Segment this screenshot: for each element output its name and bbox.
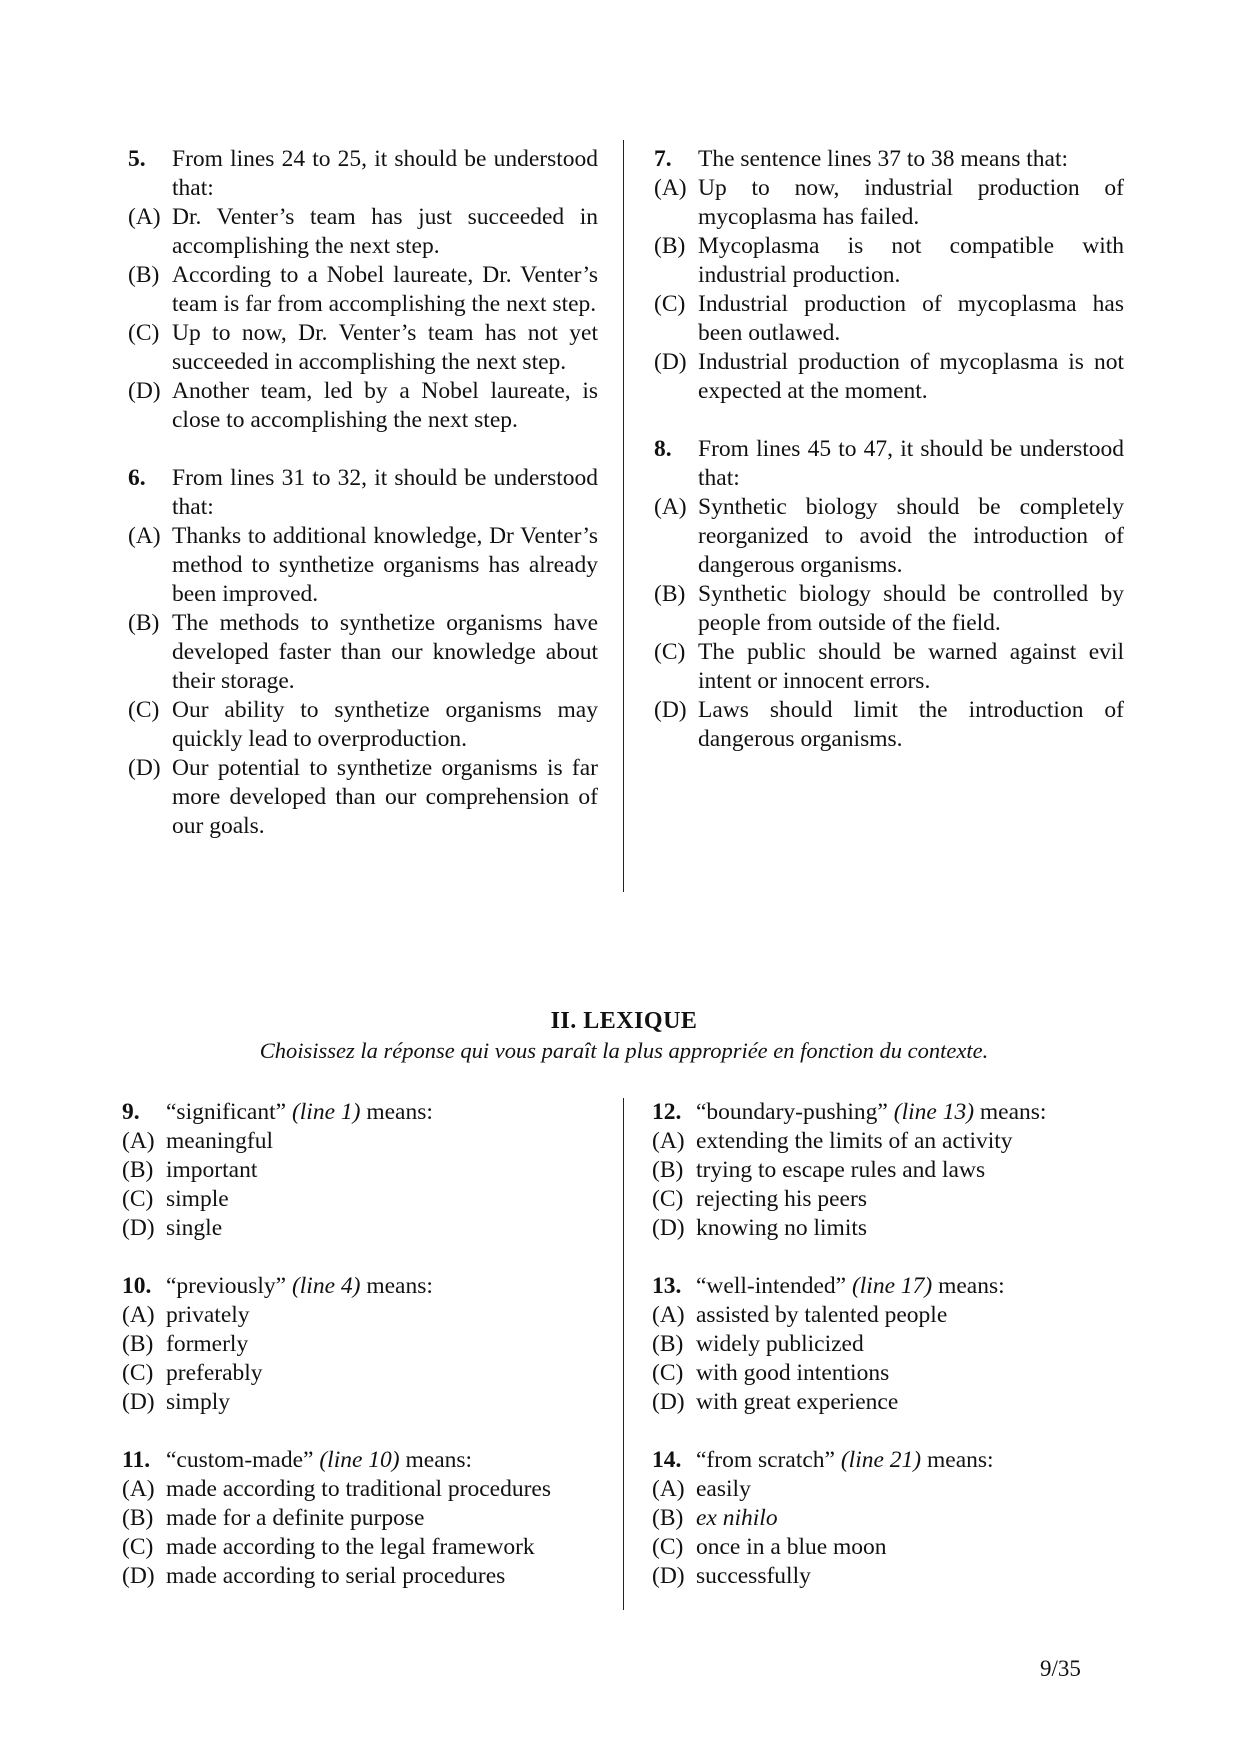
- answer-option[interactable]: [122, 1301, 602, 1330]
- option-text: extending the limits of an activity: [696, 1128, 1013, 1154]
- term: “boundary-pushing”: [696, 1099, 888, 1125]
- question-10: [122, 1272, 602, 1417]
- answer-option[interactable]: [128, 754, 598, 841]
- option-text: Synthetic biology should be completely reorganized to avoid the introduction of dangerous organisms.: [698, 494, 1124, 578]
- answer-option[interactable]: [654, 290, 1124, 348]
- question-stem: From lines 31 to 32, it should be understood that:: [172, 465, 598, 520]
- term: “well-intended”: [696, 1273, 847, 1299]
- question-number: 5.: [128, 146, 146, 172]
- answer-option[interactable]: [654, 493, 1124, 580]
- option-text: The public should be warned against evil intent or innocent errors.: [698, 639, 1124, 694]
- answer-option[interactable]: [654, 696, 1124, 754]
- option-label: (C): [652, 1186, 684, 1212]
- answer-option[interactable]: [128, 522, 598, 609]
- option-label: (A): [652, 1128, 685, 1154]
- answer-option[interactable]: [122, 1359, 602, 1388]
- means-label: means:: [405, 1447, 473, 1473]
- option-label: (C): [654, 291, 686, 317]
- option-label: (A): [652, 1476, 685, 1502]
- option-label: (D): [652, 1389, 685, 1415]
- means-label: means:: [366, 1273, 433, 1299]
- option-text: Another team, led by a Nobel laureate, is close to accomplishing the next step.: [172, 378, 598, 433]
- option-label: (D): [122, 1563, 155, 1589]
- term: “from scratch”: [696, 1447, 835, 1473]
- option-label: (B): [128, 262, 160, 288]
- question-number: 6.: [128, 465, 146, 491]
- answer-option[interactable]: [652, 1185, 1132, 1214]
- option-text: ex nihilo: [696, 1505, 778, 1531]
- option-text: Our potential to synthetize organisms is far more developed than our comprehension of our goals.: [172, 755, 598, 839]
- option-text: According to a Nobel laureate, Dr. Venter’s team is far from accomplishing the next step.: [172, 262, 598, 317]
- option-label: (C): [128, 320, 160, 346]
- option-label: (B): [652, 1331, 684, 1357]
- option-label: (D): [128, 755, 161, 781]
- question-number: 7.: [654, 146, 672, 172]
- question-stem: From lines 24 to 25, it should be understood that:: [172, 146, 598, 201]
- option-label: (D): [122, 1215, 155, 1241]
- option-label: (C): [652, 1360, 684, 1386]
- option-label: (D): [654, 697, 687, 723]
- means-label: means:: [938, 1273, 1005, 1299]
- lexique-left-column: [122, 1098, 602, 1591]
- option-label: (C): [652, 1534, 684, 1560]
- answer-option[interactable]: [652, 1214, 1132, 1243]
- option-label: (B): [654, 581, 686, 607]
- answer-option[interactable]: [122, 1504, 602, 1533]
- answer-option[interactable]: [654, 348, 1124, 406]
- answer-option[interactable]: [652, 1475, 1132, 1504]
- option-label: (C): [122, 1360, 154, 1386]
- option-label: (A): [654, 494, 687, 520]
- option-label: (B): [122, 1331, 154, 1357]
- answer-option[interactable]: [652, 1359, 1132, 1388]
- option-label: (C): [654, 639, 686, 665]
- section-title: II. LEXIQUE: [550, 1008, 698, 1034]
- question-number: 13.: [652, 1273, 682, 1299]
- option-text: Our ability to synthetize organisms may quickly lead to overproduction.: [172, 697, 598, 752]
- question-number: 12.: [652, 1099, 682, 1125]
- option-text: single: [166, 1215, 223, 1241]
- means-label: means:: [366, 1099, 433, 1125]
- option-label: (D): [654, 349, 687, 375]
- answer-option[interactable]: [128, 319, 598, 377]
- question-5: [128, 145, 598, 435]
- option-text: once in a blue moon: [696, 1534, 887, 1560]
- option-label: (B): [652, 1505, 684, 1531]
- page-number: 9/35: [1040, 1656, 1081, 1681]
- answer-option[interactable]: [128, 261, 598, 319]
- option-label: (A): [122, 1302, 155, 1328]
- question-12: [652, 1098, 1132, 1243]
- answer-option[interactable]: [122, 1475, 602, 1504]
- answer-option[interactable]: [128, 609, 598, 696]
- option-label: (C): [122, 1186, 154, 1212]
- option-text: meaningful: [166, 1128, 274, 1154]
- option-text: simple: [166, 1186, 229, 1212]
- question-11: [122, 1446, 602, 1591]
- comprehension-right-column: [654, 145, 1124, 754]
- answer-option[interactable]: [122, 1185, 602, 1214]
- term: “custom-made”: [166, 1447, 314, 1473]
- answer-option[interactable]: [652, 1301, 1132, 1330]
- option-text: privately: [166, 1302, 250, 1328]
- question-number: 9.: [122, 1099, 140, 1125]
- option-label: (B): [128, 610, 160, 636]
- answer-option[interactable]: [128, 377, 598, 435]
- question-7: [654, 145, 1124, 406]
- answer-option[interactable]: [654, 232, 1124, 290]
- option-text: with great experience: [696, 1389, 899, 1415]
- option-text: Thanks to additional knowledge, Dr Venter’s method to synthetize organisms has already been improved.: [172, 523, 598, 607]
- term: “previously”: [166, 1273, 287, 1299]
- means-label: means:: [979, 1099, 1047, 1125]
- option-text: successfully: [696, 1563, 811, 1589]
- option-label: (C): [122, 1534, 154, 1560]
- option-text: preferably: [166, 1360, 263, 1386]
- section-instructions: Choisissez la réponse qui vous paraît la plus appropriée en fonction du contexte.: [259, 1038, 989, 1063]
- option-text: assisted by talented people: [696, 1302, 948, 1328]
- answer-option[interactable]: [128, 203, 598, 261]
- option-label: (B): [654, 233, 686, 259]
- answer-option[interactable]: [654, 580, 1124, 638]
- answer-option[interactable]: [128, 696, 598, 754]
- lexique-right-column: [652, 1098, 1132, 1591]
- answer-option[interactable]: [654, 638, 1124, 696]
- option-label: (D): [122, 1389, 155, 1415]
- comprehension-left-column: [128, 145, 598, 841]
- question-number: 11.: [122, 1447, 151, 1473]
- option-text: Synthetic biology should be controlled by people from outside of the field.: [698, 581, 1124, 636]
- answer-option[interactable]: [654, 174, 1124, 232]
- option-text: knowing no limits: [696, 1215, 868, 1241]
- question-8: [654, 435, 1124, 754]
- question-9: [122, 1098, 602, 1243]
- option-label: (C): [128, 697, 160, 723]
- option-text: rejecting his peers: [696, 1186, 867, 1212]
- option-text: made for a definite purpose: [166, 1505, 425, 1531]
- answer-option[interactable]: [122, 1214, 602, 1243]
- answer-option[interactable]: [652, 1388, 1132, 1417]
- option-text: made according to traditional procedures: [166, 1476, 551, 1502]
- question-number: 8.: [654, 436, 672, 462]
- answer-option[interactable]: [122, 1533, 602, 1562]
- answer-option[interactable]: [122, 1562, 602, 1591]
- line-reference: (line 10): [319, 1447, 400, 1473]
- option-text: Dr. Venter’s team has just succeeded in accomplishing the next step.: [172, 204, 598, 259]
- answer-option[interactable]: [122, 1330, 602, 1359]
- option-text: formerly: [166, 1331, 249, 1357]
- option-text: Up to now, Dr. Venter’s team has not yet succeeded in accomplishing the next step.: [172, 320, 598, 375]
- question-number: 10.: [122, 1273, 152, 1299]
- question-stem: From lines 45 to 47, it should be understood that:: [698, 436, 1124, 491]
- option-label: (A): [122, 1476, 155, 1502]
- question-13: [652, 1272, 1132, 1417]
- line-reference: (line 1): [291, 1099, 361, 1125]
- column-divider: [623, 1098, 624, 1610]
- option-label: (B): [122, 1157, 154, 1183]
- option-label: (D): [652, 1563, 685, 1589]
- means-label: means:: [926, 1447, 994, 1473]
- option-label: (B): [652, 1157, 684, 1183]
- line-reference: (line 13): [893, 1099, 975, 1125]
- option-text: Up to now, industrial production of mycoplasma has failed.: [698, 175, 1124, 230]
- option-label: (B): [122, 1505, 154, 1531]
- option-text: with good intentions: [696, 1360, 890, 1386]
- answer-option[interactable]: [652, 1156, 1132, 1185]
- answer-option[interactable]: [652, 1127, 1132, 1156]
- option-label: (A): [652, 1302, 685, 1328]
- option-label: (D): [652, 1215, 685, 1241]
- line-reference: (line 21): [840, 1447, 922, 1473]
- option-text: important: [166, 1157, 258, 1183]
- option-label: (A): [128, 523, 161, 549]
- option-text: Mycoplasma is not compatible with industrial production.: [698, 233, 1124, 288]
- section-header: [0, 1006, 1248, 1066]
- option-text: widely publicized: [696, 1331, 864, 1357]
- answer-option[interactable]: [652, 1504, 1132, 1533]
- answer-option[interactable]: [652, 1533, 1132, 1562]
- option-text: Industrial production of mycoplasma is not expected at the moment.: [698, 349, 1124, 404]
- question-14: [652, 1446, 1132, 1591]
- option-text: Laws should limit the introduction of dangerous organisms.: [698, 697, 1124, 752]
- answer-option[interactable]: [122, 1127, 602, 1156]
- question-stem: The sentence lines 37 to 38 means that:: [698, 146, 1069, 172]
- answer-option[interactable]: [122, 1156, 602, 1185]
- answer-option[interactable]: [652, 1562, 1132, 1591]
- option-label: (A): [654, 175, 687, 201]
- option-text: trying to escape rules and laws: [696, 1157, 986, 1183]
- option-label: (A): [122, 1128, 155, 1154]
- option-text: made according to serial procedures: [166, 1563, 506, 1589]
- option-text: made according to the legal framework: [166, 1534, 535, 1560]
- term: “significant”: [166, 1099, 287, 1125]
- option-label: (A): [128, 204, 161, 230]
- option-text: Industrial production of mycoplasma has been outlawed.: [698, 291, 1124, 346]
- question-6: [128, 464, 598, 841]
- answer-option[interactable]: [652, 1330, 1132, 1359]
- line-reference: (line 17): [851, 1273, 933, 1299]
- option-label: (D): [128, 378, 161, 404]
- question-number: 14.: [652, 1447, 682, 1473]
- option-text: simply: [166, 1389, 230, 1415]
- option-text: The methods to synthetize organisms have developed faster than our knowledge about their storage.: [172, 610, 598, 694]
- line-reference: (line 4): [291, 1273, 361, 1299]
- column-divider: [623, 140, 624, 892]
- option-text: easily: [696, 1476, 751, 1502]
- answer-option[interactable]: [122, 1388, 602, 1417]
